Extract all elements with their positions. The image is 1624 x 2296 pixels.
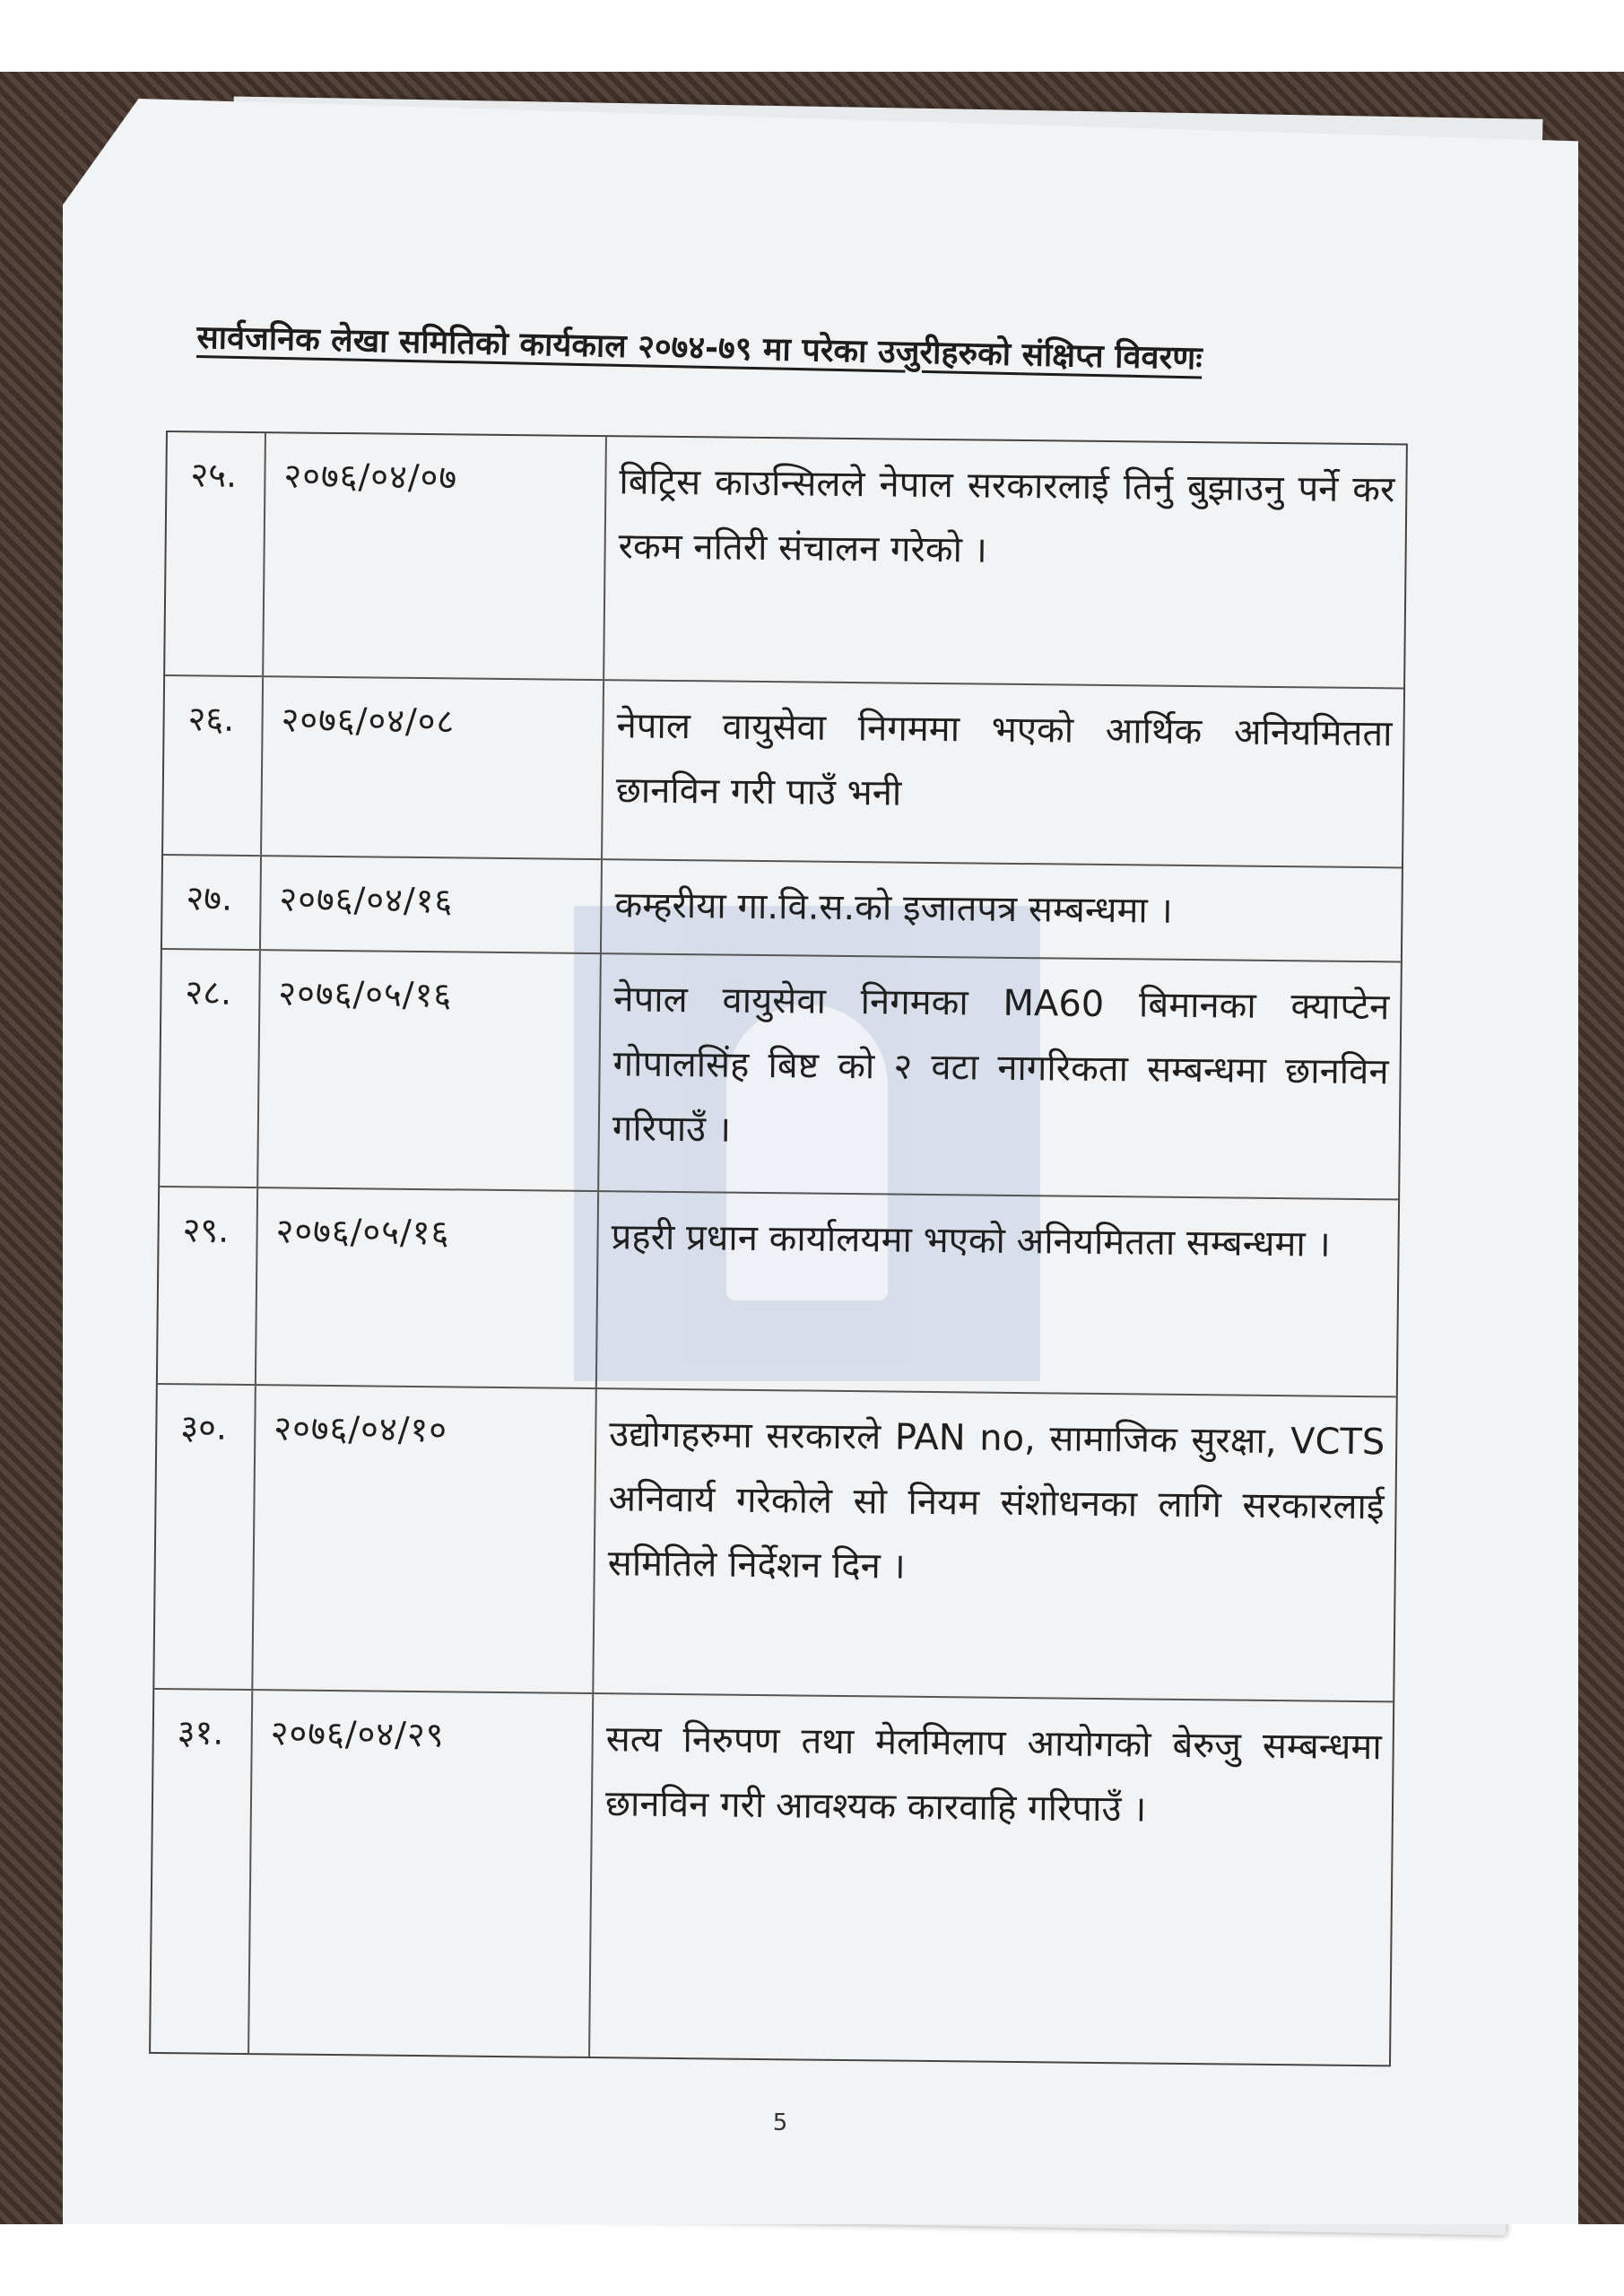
complaint-date: २०७६/०४/१६ <box>261 857 603 952</box>
complaint-description: बिट्रिस काउन्सिलले नेपाल सरकारलाई तिर्नु बुझाउनु पर्ने कर रकम नतिरी संचालन गरेको । <box>618 461 1395 571</box>
table-row <box>160 948 1401 1198</box>
table-row <box>154 1383 1395 1700</box>
complaint-description: नेपाल वायुसेवा निगमका MA60 बिमानका क्याप्टेन गोपालसिंह बिष्ट को २ वटा नागरिकता सम्बन्धमा छानविन गरिपाउँ । <box>612 978 1390 1151</box>
complaint-description: कम्हरीया गा.वि.स.को इजातपत्र सम्बन्धमा । <box>614 884 1173 932</box>
table-row <box>165 432 1406 687</box>
complaint-date: २०७६/०४/०८ <box>262 677 604 858</box>
complaint-description: उद्योगहरुमा सरकारले PAN no, सामाजिक सुरक्षा, VCTS अनिवार्य गरेकोले सो नियम संशोधनका लागि सरकारलाई समितिले निर्देशन दिन । <box>607 1413 1385 1587</box>
page-number: 5 <box>772 2109 788 2136</box>
serial-number: ३१. <box>151 1690 253 2053</box>
complaint-date: २०७६/०५/१६ <box>256 1188 599 1387</box>
complaint-description: प्रहरी प्रधान कार्यालयमा भएको अनियमितता सम्बन्धमा । <box>611 1216 1331 1265</box>
serial-number: २५. <box>165 432 266 675</box>
table-row <box>151 1688 1393 2065</box>
complaint-description: नेपाल वायुसेवा निगममा भएको आर्थिक अनियमितता छानविन गरी पाउँ भनी <box>615 705 1393 814</box>
serial-number: ३०. <box>154 1385 256 1689</box>
page-title: सार्वजनिक लेखा समितिको कार्यकाल २०७४-७९ मा परेका उजुरीहरुको संक्षिप्त विवरणः <box>196 318 1203 378</box>
complaint-date: २०७६/०५/१६ <box>258 951 602 1190</box>
serial-number: २९. <box>158 1187 258 1384</box>
complaint-date: २०७६/०४/०७ <box>264 433 607 679</box>
table-row <box>163 674 1403 866</box>
complaint-date: २०७६/०४/२९ <box>249 1691 594 2057</box>
complaint-description: सत्य निरुपण तथा मेलमिलाप आयोगको बेरुजु सम्बन्धमा छानविन गरी आवश्यक कारवाहि गरिपाउँ । <box>604 1718 1382 1831</box>
serial-number: २७. <box>162 856 262 949</box>
complaints-table <box>149 430 1408 2066</box>
table-row <box>158 1186 1398 1396</box>
table-row <box>162 854 1402 961</box>
complaint-date: २०७६/०४/१० <box>253 1386 597 1692</box>
serial-number: २६. <box>163 676 264 855</box>
serial-number: २८. <box>160 950 261 1187</box>
